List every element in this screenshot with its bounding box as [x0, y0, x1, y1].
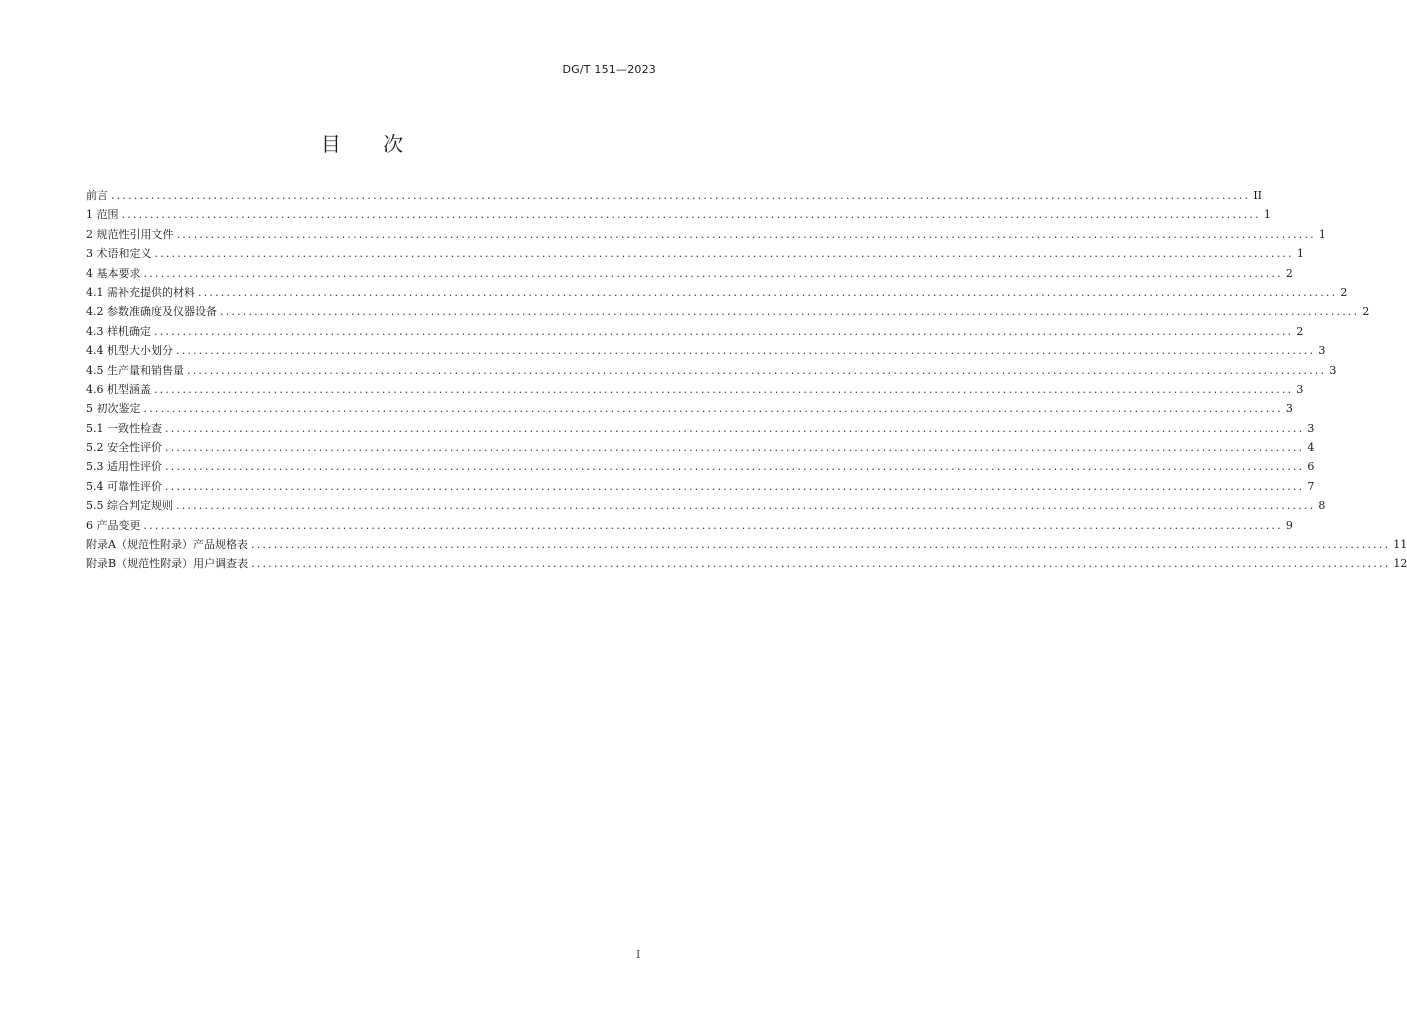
toc-dot-leader: ........................................................................................................................................................................................................ — [176, 344, 1316, 358]
toc-entry-page: 2 — [1296, 324, 1304, 338]
toc-dot-leader: ........................................................................................................................................................................................................ — [165, 460, 1305, 474]
toc-entry-label: 4.5 生产量和销售量 — [86, 363, 184, 377]
toc-entry[interactable] — [86, 264, 1293, 283]
toc-entry[interactable] — [86, 496, 1326, 515]
toc-entry[interactable] — [86, 283, 1348, 302]
toc-dot-leader: ........................................................................................................................................................................................................ — [187, 363, 1327, 377]
toc-entry-label: 附录A（规范性附录）产品规格表 — [86, 538, 248, 552]
toc-entry[interactable] — [86, 380, 1304, 399]
toc-dot-leader: ........................................................................................................................................................................................................ — [176, 499, 1316, 513]
toc-entry-label: 5.5 综合判定规则 — [86, 499, 173, 513]
toc-entry-label: 4.4 机型大小划分 — [86, 344, 173, 358]
toc-entry-label: 4 基本要求 — [86, 266, 141, 280]
toc-entry-page: 2 — [1285, 266, 1293, 280]
toc-entry[interactable] — [86, 361, 1337, 380]
toc-entry[interactable] — [86, 341, 1326, 360]
table-of-contents — [86, 186, 1407, 574]
toc-entry[interactable] — [86, 225, 1326, 244]
toc-entry-label: 1 范围 — [86, 208, 119, 222]
toc-entry[interactable] — [86, 302, 1370, 321]
toc-entry-page: II — [1253, 189, 1263, 202]
toc-dot-leader: ........................................................................................................................................................................................................ — [165, 441, 1305, 455]
toc-entry-page: 2 — [1362, 305, 1370, 319]
toc-entry-label: 5.4 可靠性评价 — [86, 479, 162, 493]
toc-entry[interactable] — [86, 516, 1293, 535]
toc-dot-leader: ........................................................................................................................................................................................................ — [121, 208, 1261, 222]
toc-dot-leader: ........................................................................................................................................................................................................ — [143, 266, 1283, 280]
toc-dot-leader: ........................................................................................................................................................................................................ — [143, 402, 1283, 416]
toc-entry-page: 1 — [1318, 227, 1326, 241]
toc-entry-label: 前言 — [86, 189, 108, 202]
toc-entry-label: 附录B（规范性附录）用户调查表 — [86, 557, 249, 571]
toc-entry-label: 4.1 需补充提供的材料 — [86, 285, 195, 299]
toc-entry-page: 1 — [1263, 208, 1271, 222]
toc-entry-label: 4.2 参数准确度及仪器设备 — [86, 305, 217, 319]
toc-entry-label: 2 规范性引用文件 — [86, 227, 174, 241]
toc-entry[interactable] — [86, 399, 1293, 418]
toc-entry[interactable] — [86, 457, 1315, 476]
toc-entry-label: 5.2 安全性评价 — [86, 441, 162, 455]
toc-dot-leader: ........................................................................................................................................................................................................ — [154, 247, 1294, 261]
toc-entry-label: 5.1 一致性检查 — [86, 421, 162, 435]
toc-dot-leader: ........................................................................................................................................................................................................ — [165, 479, 1305, 493]
toc-entry[interactable] — [86, 205, 1271, 224]
page-number: I — [636, 948, 641, 961]
toc-entry-label: 6 产品变更 — [86, 518, 141, 532]
toc-dot-leader: ........................................................................................................................................................................................................ — [143, 518, 1283, 532]
toc-entry-label: 5.3 适用性评价 — [86, 460, 162, 474]
toc-entry-page: 3 — [1318, 344, 1326, 358]
toc-entry[interactable] — [86, 438, 1315, 457]
toc-entry[interactable] — [86, 554, 1407, 573]
toc-entry-page: 2 — [1340, 285, 1348, 299]
toc-entry[interactable] — [86, 535, 1407, 554]
toc-dot-leader: ........................................................................................................................................................................................................ — [220, 305, 1360, 319]
toc-entry[interactable] — [86, 477, 1315, 496]
toc-entry-label: 5 初次鉴定 — [86, 402, 141, 416]
toc-entry-page: 7 — [1307, 479, 1315, 493]
toc-dot-leader: ........................................................................................................................................................................................................ — [250, 538, 1391, 552]
toc-entry-label: 3 术语和定义 — [86, 247, 152, 261]
toc-entry-label: 4.3 样机确定 — [86, 324, 151, 338]
toc-entry-page: 3 — [1307, 421, 1315, 435]
toc-entry-page: 9 — [1285, 518, 1293, 532]
toc-dot-leader: ........................................................................................................................................................................................................ — [154, 324, 1294, 338]
toc-entry[interactable] — [86, 244, 1304, 263]
toc-entry-page: 1 — [1296, 247, 1304, 261]
page-title: 目 次 — [320, 132, 422, 156]
toc-entry-page: 8 — [1318, 499, 1326, 513]
toc-dot-leader: ........................................................................................................................................................................................................ — [154, 382, 1294, 396]
toc-dot-leader: ........................................................................................................................................................................................................ — [198, 285, 1338, 299]
toc-entry-label: 4.6 机型涵盖 — [86, 382, 151, 396]
toc-dot-leader: ........................................................................................................................................................................................................ — [251, 557, 1391, 571]
standard-code: DG/T 151—2023 — [562, 63, 656, 76]
toc-dot-leader: ........................................................................................................................................................................................................ — [176, 227, 1316, 241]
toc-entry-page: 3 — [1285, 402, 1293, 416]
toc-entry[interactable] — [86, 419, 1315, 438]
toc-entry[interactable] — [86, 186, 1263, 205]
toc-entry-page: 11 — [1393, 538, 1407, 552]
toc-entry-page: 3 — [1296, 382, 1304, 396]
toc-entry-page: 6 — [1307, 460, 1315, 474]
toc-dot-leader: ........................................................................................................................................................................................................ — [165, 421, 1305, 435]
toc-entry-page: 3 — [1329, 363, 1337, 377]
toc-entry-page: 4 — [1307, 441, 1315, 455]
toc-dot-leader: ........................................................................................................................................................................................................ — [111, 189, 1251, 202]
toc-entry[interactable] — [86, 322, 1304, 341]
toc-entry-page: 12 — [1393, 557, 1407, 571]
